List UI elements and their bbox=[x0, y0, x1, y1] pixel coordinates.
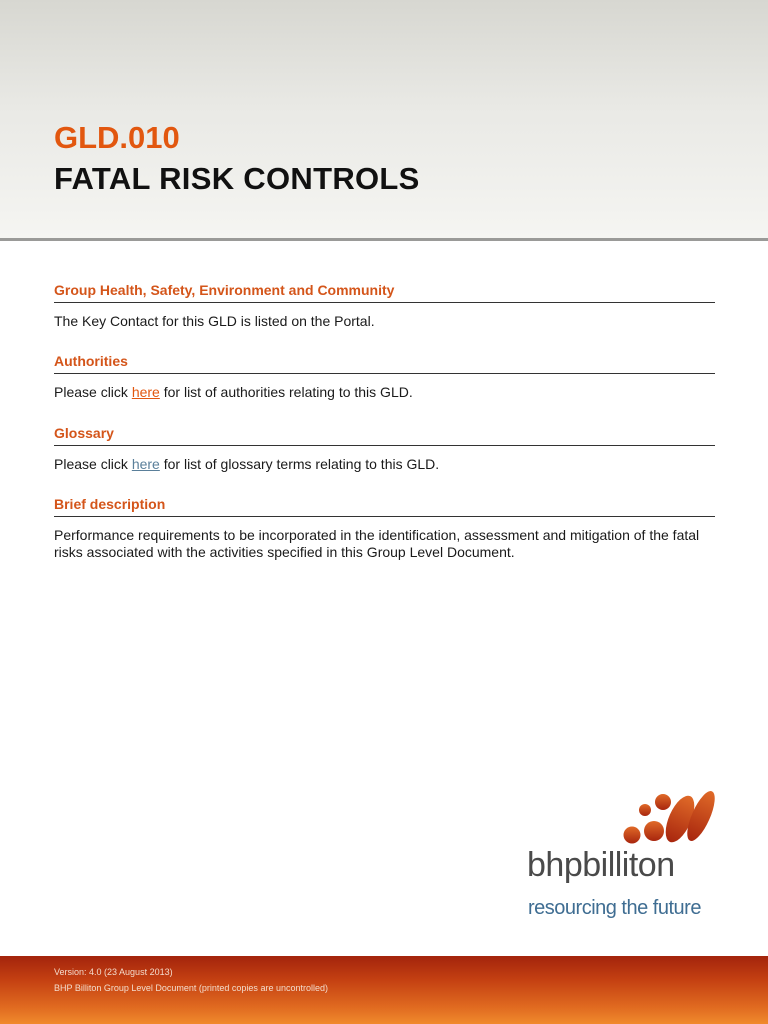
brand-tagline: resourcing the future bbox=[528, 897, 701, 919]
section-heading: Brief description bbox=[54, 496, 715, 517]
section-heading: Glossary bbox=[54, 425, 715, 446]
logo-mark-icon bbox=[623, 788, 715, 846]
section-brief-description bbox=[54, 496, 715, 561]
footer-version: Version: 4.0 (23 August 2013) bbox=[54, 967, 173, 977]
section-glossary bbox=[54, 425, 715, 473]
brand-wordmark: bhpbilliton bbox=[527, 846, 675, 884]
section-body: Performance requirements to be incorporated in the identification, assessment and mitigation of the fatal risks associated with the activities specified in this Group Level Document. bbox=[54, 527, 700, 560]
body-text-after: for list of glossary terms relating to this GLD. bbox=[159, 456, 440, 472]
glossary-here-link[interactable]: here bbox=[131, 456, 160, 472]
section-authorities bbox=[54, 353, 715, 401]
company-logo bbox=[527, 788, 717, 924]
footer-band bbox=[0, 956, 768, 1024]
body-text-before: Please click bbox=[54, 456, 132, 472]
header-band bbox=[0, 0, 768, 241]
document-code: GLD.010 bbox=[54, 120, 180, 155]
authorities-here-link[interactable]: here bbox=[131, 384, 160, 400]
section-body: The Key Contact for this GLD is listed on the Portal. bbox=[54, 313, 375, 329]
body-text-before: Please click bbox=[54, 384, 132, 400]
document-title: FATAL RISK CONTROLS bbox=[54, 161, 420, 196]
section-body bbox=[54, 456, 715, 473]
section-body bbox=[54, 384, 715, 401]
section-group-hsec bbox=[54, 282, 715, 330]
body-text-after: for list of authorities relating to this GLD. bbox=[159, 384, 413, 400]
footer-notice: BHP Billiton Group Level Document (printed copies are uncontrolled) bbox=[54, 983, 328, 993]
section-heading: Group Health, Safety, Environment and Community bbox=[54, 282, 715, 303]
section-heading: Authorities bbox=[54, 353, 715, 374]
